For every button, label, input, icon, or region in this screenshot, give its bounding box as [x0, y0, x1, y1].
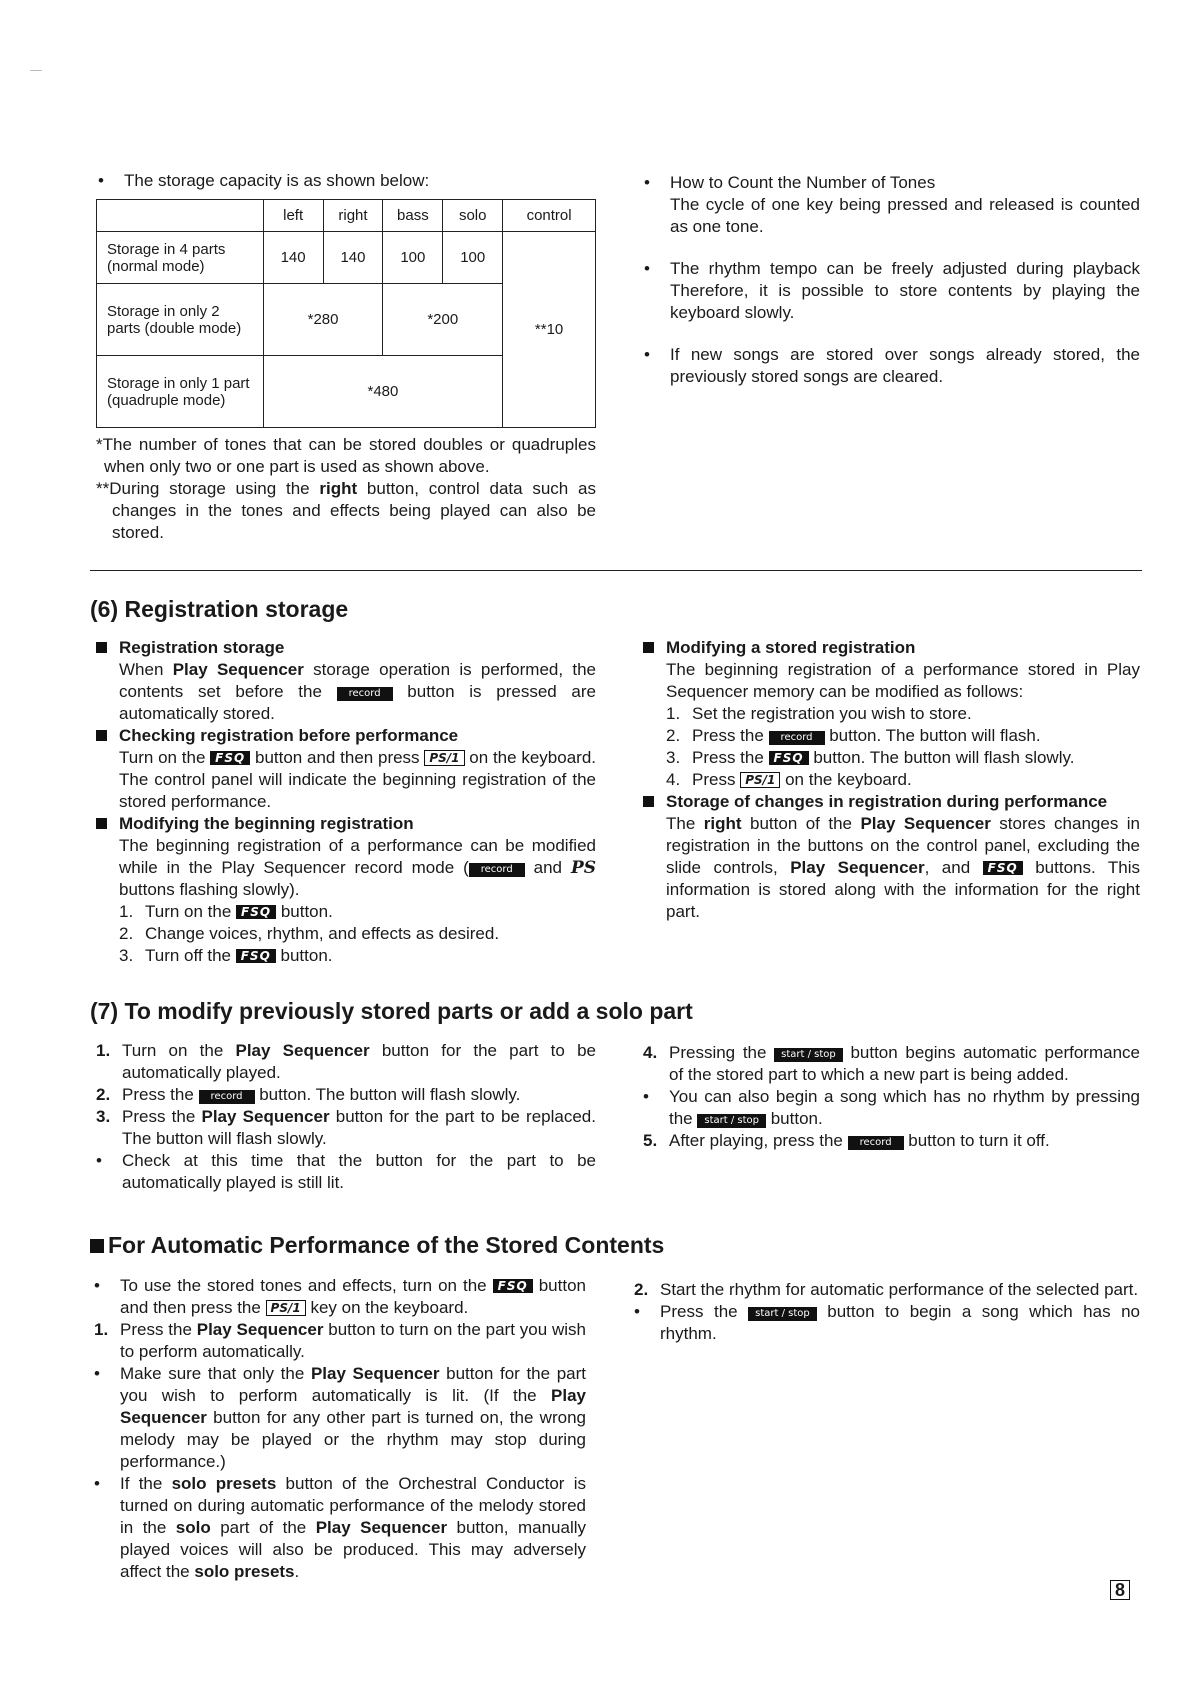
record-button-icon: record: [848, 1136, 904, 1150]
divider: [90, 570, 1142, 571]
bullet: •: [98, 171, 104, 190]
list-item: • To use the stored tones and effects, turn on the FSQ button and then press the PS/1 key on the keyboard.: [94, 1276, 586, 1317]
fsq-button-icon: FSQ: [983, 861, 1023, 875]
table-cell: 100: [383, 232, 443, 284]
table-cell: *480: [263, 356, 502, 428]
storage-capacity-table: [96, 199, 596, 428]
table-row-label: Storage in only 2 parts (double mode): [97, 284, 264, 356]
table-notes: [96, 434, 596, 544]
list-item: • Make sure that only the Play Sequencer button for the part you wish to perform automatically is lit. (If the Play Sequencer button for any other part is turned on, the wrong melody may be played or the rhythm may stop during performance.): [94, 1364, 587, 1471]
modifying-beginning-text: The beginning registration of a performance can be modified while in the Play Sequencer record mode ( record and PS buttons flashing slowly).: [119, 836, 596, 899]
table-cell: *280: [263, 284, 383, 356]
table-cell: 140: [263, 232, 323, 284]
reg-storage-text: When Play Sequencer storage operation is performed, the contents set before the record button is pressed are automatically stored.: [119, 660, 597, 723]
list-item: 4. Press PS/1 on the keyboard.: [666, 770, 912, 789]
list-item: 4. Pressing the start / stop button begins automatic performance of the stored part to which a new part is being added.: [643, 1043, 1140, 1084]
list-item: 3. Turn off the FSQ button.: [119, 946, 333, 965]
table-row-label: Storage in only 1 part (quadruple mode): [97, 356, 264, 428]
storage-changes-text: The right button of the Play Sequencer stores changes in registration in the buttons on the control panel, excluding the slide controls, Play Sequencer, and FSQ buttons. This information is stored along with the information for the right part.: [666, 814, 1141, 921]
list-item: 2. Press the record button. The button will flash.: [666, 726, 1041, 745]
square-bullet: [90, 1239, 104, 1253]
fsq-button-icon: FSQ: [769, 751, 809, 765]
list-item: • If the solo presets button of the Orchestral Conductor is turned on during automatic performance of the melody stored in the solo part of the Play Sequencer button, manually played voices will also be produced. This may adversely affect the solo presets.: [94, 1474, 587, 1581]
table-header: left: [263, 200, 323, 232]
note-overwrite: • If new songs are stored over songs already stored, the previously stored songs are cleared.: [644, 345, 1140, 386]
list-item: 1. Press the Play Sequencer button to turn on the part you wish to perform automatically.: [94, 1320, 586, 1361]
tone-notes-block: [644, 172, 1140, 388]
list-item: • Press the start / stop button to begin a song which has no rhythm.: [634, 1302, 1140, 1343]
ps1-key-icon: PS/1: [740, 772, 780, 788]
table-corner: [97, 200, 264, 232]
start-stop-button-icon: start / stop: [748, 1307, 817, 1321]
start-stop-button-icon: start / stop: [697, 1114, 766, 1128]
list-item: 3. Press the Play Sequencer button for the part to be replaced. The button will flash slowly.: [96, 1107, 596, 1148]
list-item: 1. Turn on the FSQ button.: [119, 902, 333, 921]
note-rhythm-tempo: • The rhythm tempo can be freely adjusted during playback Therefore, it is possible to store contents by playing the keyboard slowly.: [644, 259, 1140, 322]
checking-title: Checking registration before performance: [96, 725, 596, 747]
square-bullet: [96, 730, 107, 741]
square-bullet: [643, 642, 654, 653]
ps1-key-icon: PS/1: [266, 1300, 306, 1316]
fsq-button-icon: FSQ: [493, 1279, 533, 1293]
storage-capacity-intro: • The storage capacity is as shown below:: [98, 171, 430, 190]
start-stop-button-icon: start / stop: [774, 1048, 843, 1062]
ps-icon: PS: [570, 858, 596, 878]
top-left-mark: [30, 70, 42, 71]
table-header: right: [323, 200, 383, 232]
auto-right: [634, 1279, 1140, 1345]
modifying-beginning-title: Modifying the beginning registration: [96, 813, 596, 835]
square-bullet: [643, 796, 654, 807]
fsq-button-icon: FSQ: [236, 949, 276, 963]
square-bullet: [96, 642, 107, 653]
ps1-key-icon: PS/1: [424, 750, 464, 766]
section-7-left: [96, 1040, 596, 1194]
table-cell: 100: [443, 232, 503, 284]
checking-text: Turn on the FSQ button and then press PS/1 on the keyboard. The control panel will indicate the beginning registration of the stored performance.: [119, 748, 596, 811]
list-item: • Check at this time that the button for the part to be automatically played is still lit.: [96, 1151, 596, 1192]
table-header: control: [503, 200, 596, 232]
record-button-icon: record: [769, 731, 825, 745]
table-cell: 140: [323, 232, 383, 284]
section-7-right: [643, 1042, 1140, 1152]
list-item: 5. After playing, press the record button to turn it off.: [643, 1131, 1050, 1150]
table-note-2: **During storage using the right button, control data such as changes in the tones and effects being played can also be stored.: [96, 479, 596, 542]
record-button-icon: record: [469, 863, 525, 877]
list-item: 3. Press the FSQ button. The button will flash slowly.: [666, 748, 1075, 767]
fsq-button-icon: FSQ: [236, 905, 276, 919]
list-item: 2. Start the rhythm for automatic performance of the selected part.: [634, 1280, 1139, 1299]
storage-changes-title: Storage of changes in registration during performance: [643, 791, 1140, 813]
table-cell-control: **10: [503, 232, 596, 428]
note-count-tones: • How to Count the Number of Tones The cycle of one key being pressed and released is counted as one tone.: [644, 173, 1140, 236]
auto-left: [94, 1275, 586, 1583]
reg-storage-title: Registration storage: [96, 637, 596, 659]
list-item: 1. Turn on the Play Sequencer button for the part to be automatically played.: [96, 1041, 596, 1082]
list-item: • You can also begin a song which has no rhythm by pressing the start / stop button.: [643, 1087, 1140, 1128]
section-7-heading: (7) To modify previously stored parts or add a solo part: [90, 998, 693, 1024]
modifying-stored-text: The beginning registration of a performance stored in Play Sequencer memory can be modified as follows:: [666, 660, 1140, 701]
list-item: 1. Set the registration you wish to store.: [666, 704, 972, 723]
table-row-label: Storage in 4 parts (normal mode): [97, 232, 264, 284]
modifying-stored-title: Modifying a stored registration: [643, 637, 1140, 659]
fsq-button-icon: FSQ: [210, 751, 250, 765]
page-number: 8: [1110, 1580, 1130, 1600]
table-header: bass: [383, 200, 443, 232]
section-6-right: [643, 637, 1140, 923]
storage-capacity-block: [98, 170, 598, 192]
square-bullet: [96, 818, 107, 829]
section-6-heading: (6) Registration storage: [90, 596, 349, 622]
record-button-icon: record: [337, 687, 393, 701]
section-6-left: [96, 637, 596, 967]
table-note-1: *The number of tones that can be stored doubles or quadruples when only two or one part is used as shown above.: [96, 435, 596, 476]
record-button-icon: record: [199, 1090, 255, 1104]
table-cell: *200: [383, 284, 503, 356]
auto-performance-heading: For Automatic Performance of the Stored Contents: [90, 1232, 664, 1259]
table-header: solo: [443, 200, 503, 232]
list-item: 2. Change voices, rhythm, and effects as desired.: [119, 924, 500, 943]
list-item: 2. Press the record button. The button will flash slowly.: [96, 1085, 521, 1104]
